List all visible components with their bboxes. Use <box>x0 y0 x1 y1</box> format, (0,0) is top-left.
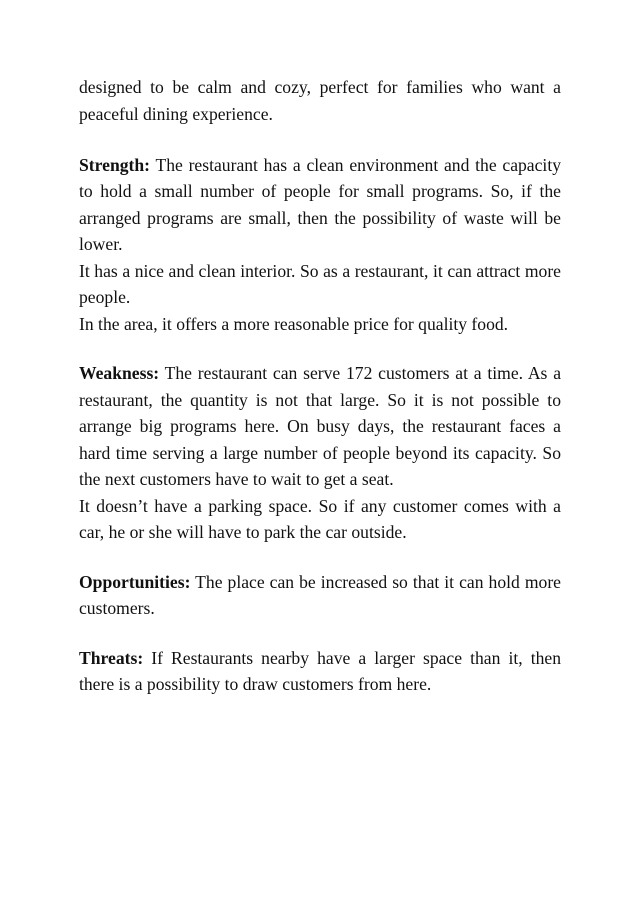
paragraph-spacer <box>79 337 561 360</box>
strength-text: The restaurant has a clean environment and the capacity to hold a small number of people for small programs. So, if the arranged programs are small, then the possibility of waste will be lower. <box>79 154 561 254</box>
paragraph-spacer <box>79 127 561 154</box>
threats-paragraph <box>79 645 561 698</box>
opportunities-text: The place can be increased so that it can hold more customers. <box>79 571 561 618</box>
opportunities-paragraph <box>79 569 561 622</box>
weakness-text: The restaurant can serve 172 customers at a time. As a restaurant, the quantity is not that large. So it is not possible to arrange big programs here. On busy days, the restaurant faces a hard time serving a large number of people beyond its capacity. So the next customers have to wait to get a seat. <box>79 363 561 489</box>
intro-paragraph <box>79 74 561 127</box>
weakness-paragraph <box>79 360 561 493</box>
intro-text: designed to be calm and cozy, perfect for families who want a peaceful dining experience. <box>79 77 561 124</box>
strength-line-2: In the area, it offers a more reasonable price for quality food. <box>79 313 509 334</box>
weakness-heading: Weakness: <box>79 363 160 383</box>
paragraph-spacer <box>79 622 561 645</box>
weakness-line-1: It doesn’t have a parking space. So if any customer comes with a car, he or she will have to park the car outside. <box>79 495 561 542</box>
threats-heading: Threats: <box>79 647 144 668</box>
paragraph-spacer <box>79 546 561 569</box>
opportunities-heading: Opportunities: <box>79 571 191 592</box>
document-body <box>79 74 561 698</box>
threats-text: If Restaurants nearby have a larger space than it, then there is a possibility to draw customers from here. <box>79 647 561 694</box>
strength-paragraph <box>79 152 561 258</box>
strength-line-1: It has a nice and clean interior. So as a restaurant, it can attract more people. <box>79 260 561 307</box>
strength-heading: Strength: <box>79 154 151 175</box>
